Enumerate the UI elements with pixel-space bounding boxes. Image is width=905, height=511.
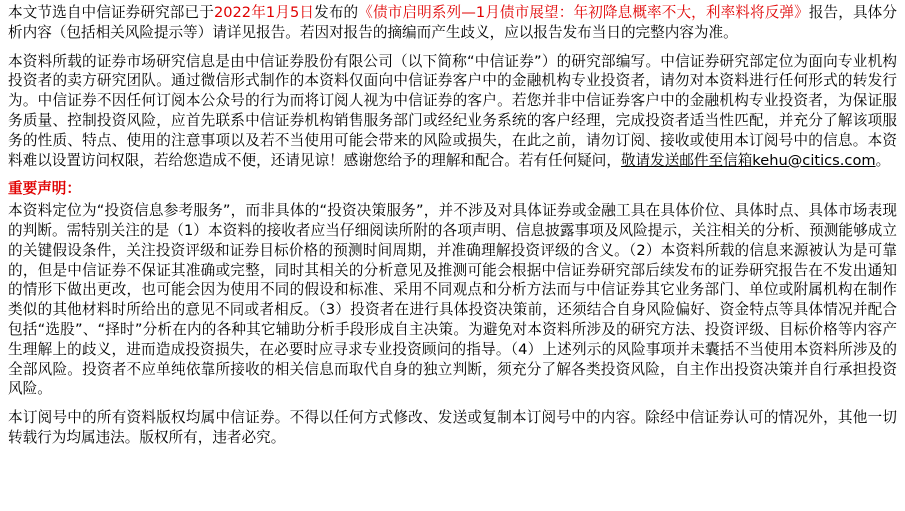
- copyright-paragraph: 本订阅号中的所有资料版权均属中信证券。不得以任何方式修改、发送或复制本订阅号中的内容。除经中信证券认可的情况外，其他一切转载行为均属违法。版权所有，违者必究。: [8, 409, 897, 446]
- report-title: 《债市启明系列—1月债市展望：年初降息概率不大，利率料将反弹》: [358, 4, 809, 21]
- disclaimer-paragraph: [8, 52, 897, 171]
- disclaimer-body: 本资料所载的证券市场研究信息是由中信证券股份有限公司（以下简称“中信证券”）的研究部编写。中信证券研究部定位为面向专业机构投资者的卖方研究团队。通过微信形式制作的本资料仅面向中信证券客户中的金融机构专业投资者，请勿对本资料进行任何形式的转发行为。中信证券不因任何订阅本公众号的行为而将订阅人视为中信证券的客户。若您并非中信证券客户中的金融机构专业投资者，为保证服务质量、控制投资风险，应首先联系中信证券机构销售服务部门或经纪业务系统的客户经理，完成投资者适当性匹配，并充分了解该项服务的性质、特点、使用的注意事项以及若不当使用可能会带来的风险或损失，在此之前，请勿订阅、接收或使用本订阅号中的信息。本资料难以设置访问权限，若给您造成不便，还请见谅！感谢您给予的理解和配合。若有任何疑问，: [8, 52, 897, 169]
- email-link[interactable]: 敬请发送邮件至信箱kehu@citics.com: [620, 151, 876, 169]
- disclaimer-end: 。: [875, 151, 891, 169]
- intro-suffix: 报告，具体分析内容（包括相关风险提示等）请详见报告。若因对报告的摘编而产生歧义，应以报告发布当日的完整内容为准。: [8, 4, 897, 41]
- report-date: 2022年1月5日: [213, 4, 315, 21]
- intro-prefix: 本文节选自中信证券研究部已于: [8, 4, 214, 21]
- intro-paragraph: [8, 3, 897, 43]
- important-heading: 重要声明：: [8, 180, 81, 198]
- important-paragraph: 本资料定位为“投资信息参考服务”，而非具体的“投资决策服务”，并不涉及对具体证券或金融工具在具体价位、具体时点、具体市场表现的判断。需特别关注的是（1）本资料的接收者应当仔细阅读所附的各项声明、信息披露事项及风险提示，关注相关的分析、预测能够成立的关键假设条件，关注投资评级和证券目标价格的预测时间周期，并准确理解投资评级的含义。（2）本资料所载的信息来源被认为是可靠的，但是中信证券不保证其准确或完整，同时其相关的分析意见及推测可能会根据中信证券研究部后续发布的证券研究报告在不发出通知的情形下做出更改，也可能会因为使用不同的假设和标准、采用不同观点和分析方法而与中信证券其它业务部门、单位或附属机构在制作类似的其他材料时所给出的意见不同或者相反。（3）投资者在进行具体投资决策前，还须结合自身风险偏好、资金特点等具体情况并配合包括“选股”、“择时”分析在内的各种其它辅助分析手段形成自主决策。为避免对本资料所涉及的研究方法、投资评级、目标价格等内容产生理解上的歧义，进而造成投资损失，在必要时应寻求专业投资顾问的指导。（4）上述列示的风险事项并未囊括不当使用本资料所涉及的全部风险。投资者不应单纯依靠所接收的相关信息而取代自身的独立判断，须充分了解各类投资风险，自主作出投资决策并自行承担投资风险。: [8, 202, 897, 398]
- intro-mid: 发布的: [314, 4, 359, 21]
